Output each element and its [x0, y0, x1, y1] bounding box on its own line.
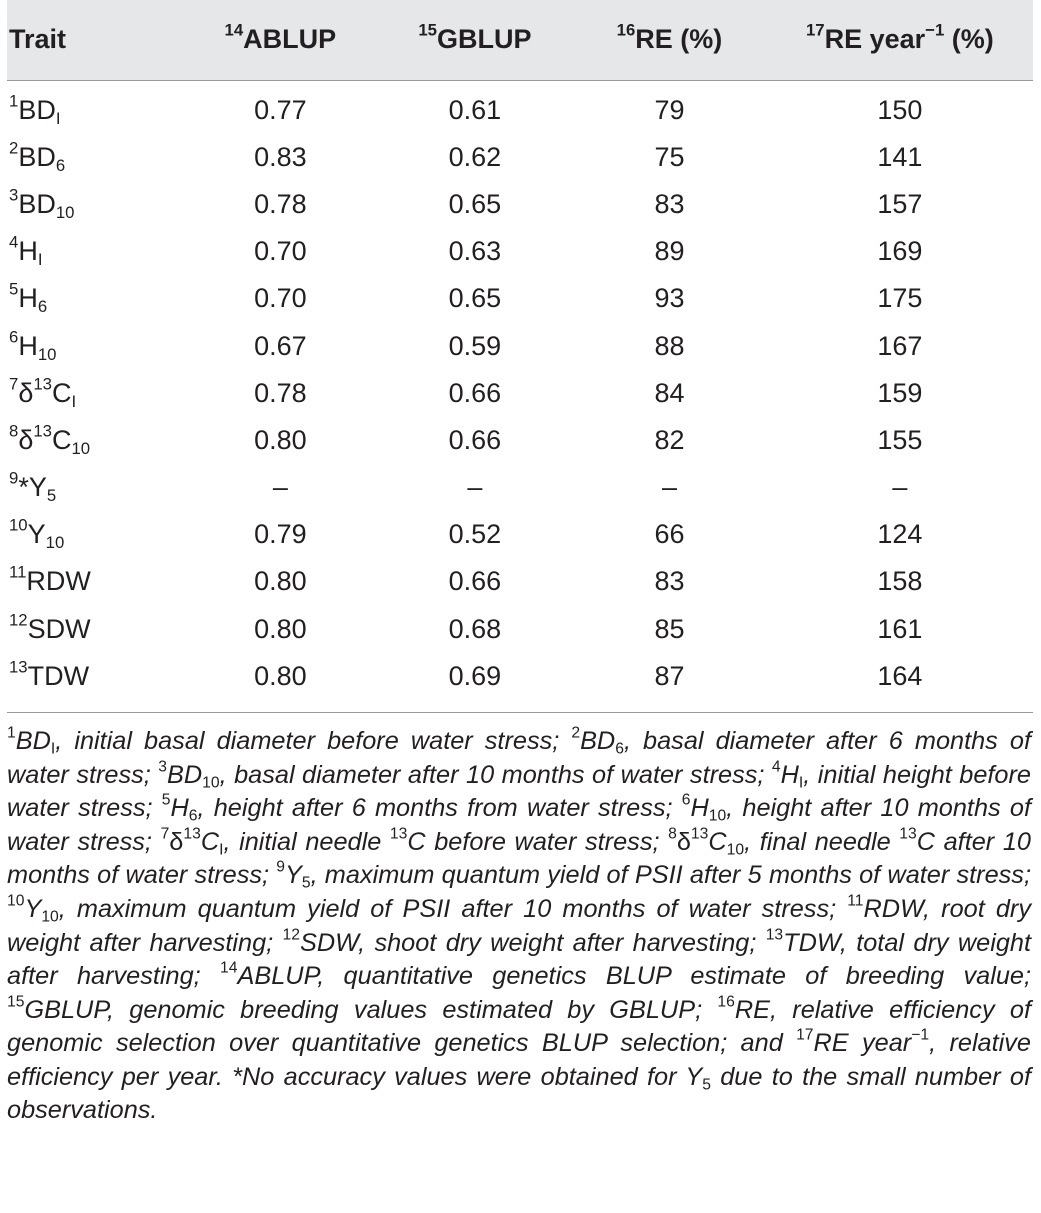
- ablup-cell: 0.67: [254, 330, 307, 361]
- ablup-cell: 0.80: [254, 566, 307, 597]
- re-cell: 88: [654, 330, 685, 361]
- trait-cell: $^{11}$RDW: [9, 562, 91, 597]
- header-row: [7, 0, 1033, 80]
- re-year-cell: –: [892, 472, 908, 503]
- trait-cell: $^{12}$SDW: [9, 610, 91, 644]
- table-row: [7, 417, 1033, 464]
- table-row: [7, 653, 1033, 708]
- ablup-cell: 0.80: [254, 424, 307, 455]
- re-year-cell: 161: [877, 613, 923, 644]
- trait-cell: $^{10}Y_{10}$: [9, 515, 65, 553]
- gblup-cell: 0.69: [448, 660, 502, 691]
- re-year-cell: 155: [877, 424, 923, 455]
- re-cell: 84: [654, 377, 685, 408]
- re-year-cell: 141: [877, 141, 923, 172]
- trait-cell: $^9*Y_5$: [9, 468, 57, 506]
- re-year-cell: 150: [877, 94, 923, 125]
- re-year-cell: 169: [877, 236, 923, 267]
- header-ablup: $^{14}$ABLUP: [183, 0, 378, 80]
- ablup-cell: 0.83: [254, 141, 307, 172]
- table-row: [7, 228, 1033, 275]
- re-year-cell: 164: [877, 660, 923, 691]
- table-row: [7, 606, 1033, 653]
- table-row: [7, 464, 1033, 511]
- re-cell: 93: [654, 283, 685, 314]
- table-bottom-rule: [7, 712, 1033, 713]
- re-year-cell: 157: [877, 188, 923, 219]
- gblup-cell: 0.68: [448, 613, 502, 644]
- ablup-cell: –: [272, 472, 288, 503]
- header-re-year: $^{17}$RE year$^{-1}$ (%): [767, 0, 1033, 80]
- table-row: [7, 134, 1033, 181]
- table-footnote: $^1BD_I$, initial basal diameter before water stress; $^2BD_6$, basal diameter after 6 months of water stress; $^3BD_{10}$, basal diameter after 10 months of water stress; $^4H_I$, initial height before water stress; $^5H_6$, height after 6 months from water stress; $^6H_{10}$, height after 10 months of water stress; $^7\delta^{13}C_I$, initial needle $^{13}$C before water stress; $^8\delta^{13}C_{10}$, final needle $^{13}$C after 10 months of water stress; $^9Y_5$, maximum quantum yield of PSII after 5 months of water stress; $^{10}Y_{10}$, maximum quantum yield of PSII after 10 months of water stress; $^{11}$RDW, root dry weight after harvesting; $^{12}$SDW, shoot dry weight after harvesting; $^{13}$TDW, total dry weight after harvesting; $^{14}$ABLUP, quantitative genetics BLUP estimate of breeding value; $^{15}$GBLUP, genomic breeding values estimated by GBLUP; $^{16}$RE, relative efficiency of genomic selection over quantitative genetics BLUP selection; and $^{17}$RE year$^{-1}$, relative efficiency per year. *No accuracy values were obtained for $Y_5$ due to the small number of observations.: [7, 724, 1031, 1125]
- ablup-cell: 0.70: [254, 236, 307, 267]
- table-row: [7, 511, 1033, 558]
- gblup-cell: 0.66: [448, 424, 502, 455]
- header-gblup: $^{15}$GBLUP: [378, 0, 573, 80]
- accuracy-table: [7, 0, 1033, 708]
- ablup-cell: 0.79: [254, 519, 307, 550]
- ablup-cell: 0.70: [254, 283, 307, 314]
- gblup-cell: 0.66: [448, 566, 502, 597]
- ablup-cell: 0.78: [254, 377, 307, 408]
- trait-cell: $^8\delta^{13}C_{10}$: [9, 421, 91, 458]
- ablup-cell: 0.78: [254, 188, 307, 219]
- gblup-cell: 0.66: [448, 377, 502, 408]
- gblup-cell: 0.65: [448, 283, 502, 314]
- table-row: [7, 370, 1033, 417]
- ablup-cell: 0.80: [254, 660, 307, 691]
- gblup-cell: 0.63: [448, 236, 502, 267]
- re-year-cell: 167: [877, 330, 923, 361]
- gblup-cell: 0.59: [448, 330, 502, 361]
- re-year-cell: 158: [877, 566, 923, 597]
- re-cell: –: [661, 472, 677, 503]
- table-row: [7, 558, 1033, 605]
- ablup-cell: 0.77: [254, 94, 307, 125]
- re-cell: 66: [654, 519, 685, 550]
- re-cell: 89: [654, 236, 685, 267]
- gblup-cell: –: [467, 472, 483, 503]
- gblup-cell: 0.65: [448, 188, 502, 219]
- ablup-cell: 0.80: [254, 613, 307, 644]
- gblup-cell: 0.62: [448, 141, 502, 172]
- table-row: [7, 275, 1033, 322]
- trait-cell: $^5H_6$: [9, 279, 48, 317]
- re-year-cell: 159: [877, 377, 923, 408]
- re-cell: 87: [654, 660, 685, 691]
- table-row: [7, 322, 1033, 369]
- trait-cell: $^6H_{10}$: [9, 326, 57, 364]
- trait-cell: $^4H_I$: [9, 232, 43, 270]
- re-cell: 79: [654, 94, 685, 125]
- re-cell: 75: [654, 141, 685, 172]
- trait-cell: $^2BD_6$: [9, 138, 66, 175]
- trait-cell: $^{13}$TDW: [9, 657, 90, 691]
- re-year-cell: 175: [877, 283, 923, 314]
- re-cell: 85: [654, 613, 685, 644]
- header-re: $^{16}$RE (%): [572, 0, 767, 80]
- trait-cell: $^3BD_{10}$: [9, 185, 75, 222]
- table-row: [7, 181, 1033, 228]
- re-year-cell: 124: [877, 519, 923, 550]
- re-cell: 83: [654, 188, 685, 219]
- gblup-cell: 0.61: [448, 94, 502, 125]
- trait-cell: $^7\delta^{13}C_I$: [9, 374, 77, 411]
- gblup-cell: 0.52: [448, 519, 502, 550]
- header-trait: Trait: [7, 0, 183, 80]
- table-row: [7, 80, 1033, 134]
- trait-cell: $^1BD_I$: [9, 91, 61, 128]
- re-cell: 83: [654, 566, 685, 597]
- re-cell: 82: [654, 424, 685, 455]
